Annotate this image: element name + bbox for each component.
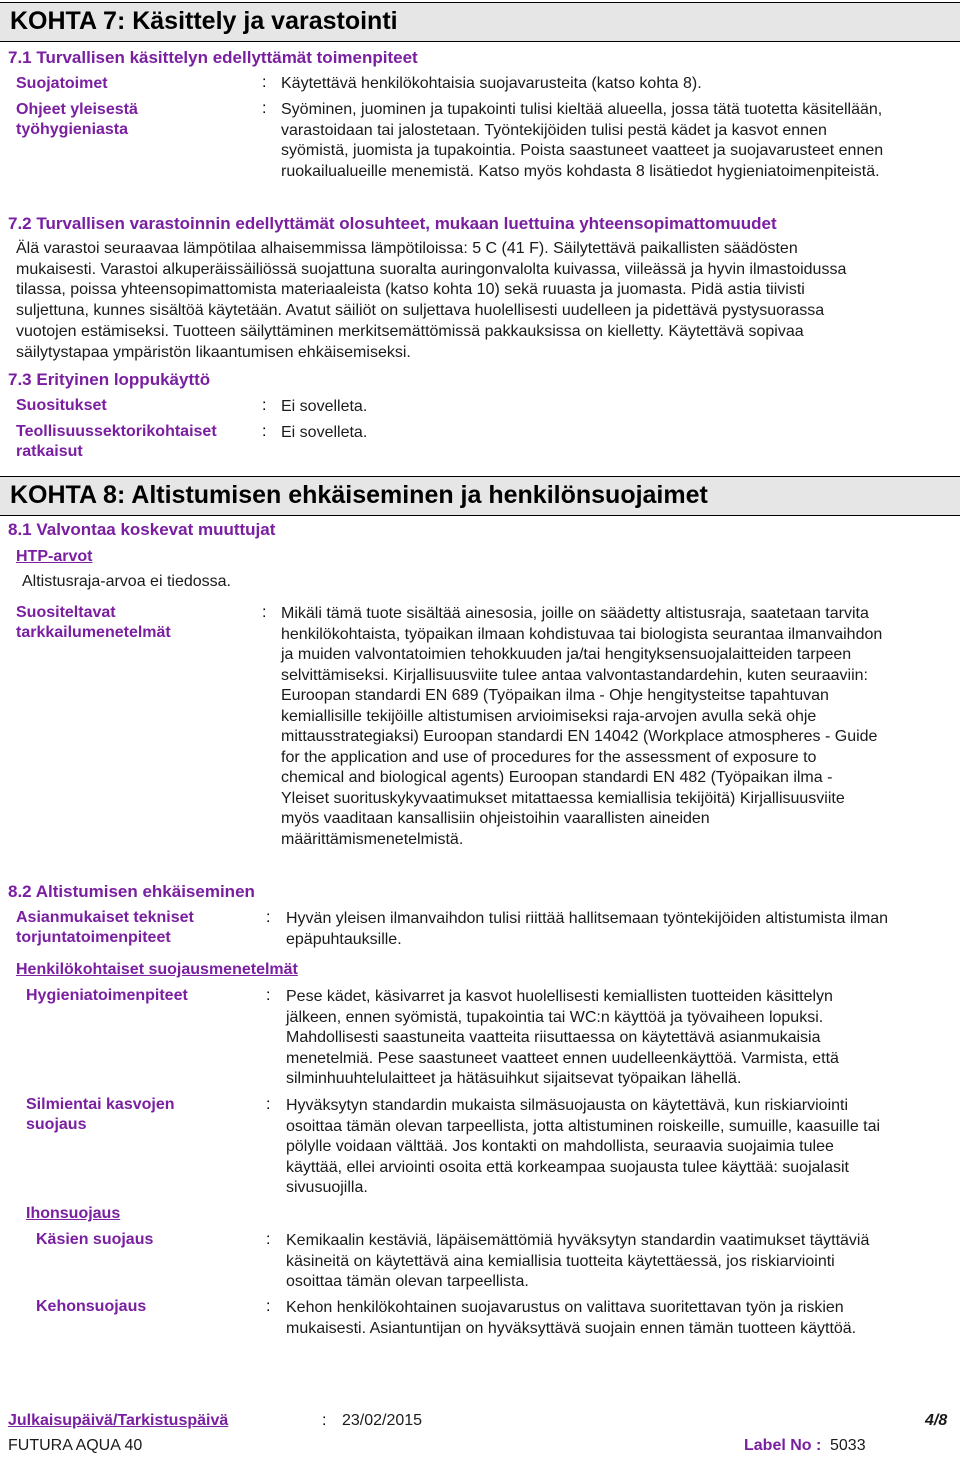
footer-date-label: Julkaisupäivä/Tarkistuspäivä bbox=[8, 1412, 229, 1429]
hygienia-label: Hygieniatoimenpiteet bbox=[26, 987, 188, 1004]
kasien-suojaus-label: Käsien suojaus bbox=[36, 1231, 154, 1248]
text-line: osoittaa tämän olevan tarpeellista. bbox=[286, 1273, 529, 1290]
text-line: Hyvän yleisen ilmanvaihdon tulisi riittää hallitsemaan työntekijöiden altistumista ilman bbox=[286, 910, 889, 927]
ohjeet-label bbox=[16, 100, 138, 140]
text-line: sivusuojilla. bbox=[286, 1179, 368, 1196]
colon: : bbox=[266, 1096, 271, 1113]
text-line: tilassa, poissa yhteensopimattomista materiaaleista (katso kohta 10) sekä ruuasta ja juomasta. Pidä astia tiivisti bbox=[16, 281, 805, 299]
silmat-text bbox=[286, 1096, 951, 1199]
ihonsuojaus-label: Ihonsuojaus bbox=[26, 1205, 121, 1222]
htp-value: Altistusraja-arvoa ei tiedossa. bbox=[22, 573, 231, 590]
colon: : bbox=[266, 987, 271, 1004]
text-line: ruokailualueille menemistä. Katso myös kohdasta 8 lisätiedot hygieniatoimenpiteistä. bbox=[281, 162, 880, 180]
silmat-label bbox=[26, 1095, 175, 1135]
suositukset-label: Suositukset bbox=[16, 397, 107, 414]
text-line: Älä varastoi seuraavaa lämpötilaa alhaisemmissa lämpötiloissa: 5 C (41 F). Säilytettävä paikallisten säädösten bbox=[16, 240, 798, 257]
text-line: selvittämiseksi. Kirjallisuusviite tulee antaa valvontastandardehin, kuten seuraaviin: bbox=[281, 666, 868, 684]
text-line: vuotojen estämiseksi. Tuotteen säilyttäminen merkitsemättömissä pakkauksissa on kielletty. Käytettävä sopivaa bbox=[16, 322, 804, 340]
text-line: käsineitä on käytettävä aina kemiallisia tuotteita käytettäessä, jos riskiarviointi bbox=[286, 1252, 835, 1270]
htp-label: HTP-arvot bbox=[16, 548, 93, 565]
section-7-title: KOHTA 7: Käsittely ja varastointi bbox=[10, 7, 398, 35]
text-line: Kemikaalin kestäviä, läpäisemättömiä hyväksytyn standardin vaatimukset täyttäviä bbox=[286, 1232, 870, 1249]
section-8-header bbox=[0, 476, 960, 516]
text-line: chemical and biological agents) Euroopan standardi EN 482 (Työpaikan ilma - bbox=[281, 769, 833, 786]
text-line: syömistä, juomista ja tupakointia. Poista saastuneet vaatteet ja suojavarusteet ennen bbox=[281, 142, 884, 159]
colon: : bbox=[262, 397, 267, 414]
suositukset-value: Ei sovelleta. bbox=[281, 398, 368, 415]
kasien-suojaus-text bbox=[286, 1231, 951, 1293]
kehonsuojaus-text bbox=[286, 1298, 951, 1339]
colon: : bbox=[262, 604, 267, 621]
colon: : bbox=[266, 1298, 271, 1315]
section-7-1-heading: 7.1 Turvallisen käsittelyn edellyttämät toimenpiteet bbox=[8, 48, 418, 67]
section-7-2-heading: 7.2 Turvallisen varastoinnin edellyttämät olosuhteet, mukaan luettuina yhteensopimattomuudet bbox=[8, 214, 777, 233]
teollisuus-label-line: ratkaisut bbox=[16, 443, 83, 460]
text-line: varastoidaan tai jalostetaan. Työntekijöiden tulisi pestä kädet ja kasvot ennen bbox=[281, 121, 827, 139]
text-line: mukaisesti. Varastoi alkuperäissäiliössä suojattuna suoralta auringonvalolta kuivassa, viileässä ja hyvin ilmastoidussa bbox=[16, 260, 847, 278]
section-7-header bbox=[0, 2, 960, 42]
text-line: Euroopan standardi EN 689 (Työpaikan ilma - Ohje hengitysteitse tapahtuvan bbox=[281, 687, 829, 704]
seuranta-text bbox=[281, 604, 951, 850]
seuranta-label-line: Suositeltavat bbox=[16, 604, 116, 621]
text-line: Yleiset suorituskykyvaatimukset mitattaessa kemiallisia tekijöitä) Kirjallisuusviite bbox=[281, 789, 845, 807]
text-line: myös vaaditaan kansallisiin ohjeistoihin vaarallisten aineiden bbox=[281, 810, 710, 827]
footer-product-name: FUTURA AQUA 40 bbox=[8, 1437, 143, 1454]
footer-label-no-label: Label No : bbox=[744, 1437, 822, 1454]
section-7-2-text bbox=[16, 239, 956, 363]
section-8-2-heading: 8.2 Altistumisen ehkäiseminen bbox=[8, 882, 255, 901]
footer-date-value: 23/02/2015 bbox=[342, 1412, 423, 1429]
henkilokohtaiset-label: Henkilökohtaiset suojausmenetelmät bbox=[16, 961, 298, 978]
colon: : bbox=[266, 909, 271, 926]
text-line: Syöminen, juominen ja tupakointi tulisi kieltää alueella, jossa tätä tuotetta käsitellään, bbox=[281, 101, 883, 118]
text-line: kemiallisille tekijöille altistumisen arvioimiseksi raja-arvojen avulla sekä ohje bbox=[281, 707, 817, 725]
colon: : bbox=[262, 100, 267, 117]
text-line: silminhuuhtelulaitteet ja hätäsuihkut sijaitsevat työpaikan lähellä. bbox=[286, 1070, 742, 1087]
footer-page-number: 4/8 bbox=[925, 1412, 948, 1429]
silmat-label-line: suojaus bbox=[26, 1116, 87, 1133]
seuranta-label-line: tarkkailumenetelmät bbox=[16, 624, 171, 641]
section-7-3-heading: 7.3 Erityinen loppukäyttö bbox=[8, 370, 211, 389]
text-line: säilytystapaa ympäristön likaantumisen ehkäisemiseksi. bbox=[16, 343, 411, 361]
suojatoimet-value: Käytettävä henkilökohtaisia suojavarusteita (katso kohta 8). bbox=[281, 75, 702, 92]
hygienia-text bbox=[286, 987, 951, 1090]
text-line: Mahdollisesti saastuneita vaatteita riisuttaessa on käytettävä asianmukaisia bbox=[286, 1029, 821, 1046]
text-line: jälkeen, ennen syömistä, tupakointia tai WC:n käyttöä ja työvaiheen lopuksi. bbox=[286, 1008, 824, 1026]
section-8-1-heading: 8.1 Valvontaa koskevat muuttujat bbox=[8, 520, 276, 539]
kehonsuojaus-label: Kehonsuojaus bbox=[36, 1298, 147, 1315]
text-line: käyttää, ellei arviointi osoita että korkeampaa suojausta tulee käyttää: suojalasit bbox=[286, 1158, 849, 1176]
footer-colon: : bbox=[322, 1412, 327, 1429]
tekniset-label-line: torjuntatoimenpiteet bbox=[16, 929, 171, 946]
text-line: osoittaa tämän olevan tarpeellista, jotta altistuminen roiskeille, sumuille, kaasuille tai bbox=[286, 1117, 881, 1135]
suojatoimet-label: Suojatoimet bbox=[16, 75, 108, 92]
tekniset-label-line: Asianmukaiset tekniset bbox=[16, 909, 194, 926]
teollisuus-label-line: Teollisuussektorikohtaiset bbox=[16, 423, 217, 440]
colon: : bbox=[266, 1231, 271, 1248]
teollisuus-value: Ei sovelleta. bbox=[281, 424, 368, 441]
text-line: pölylle voidaan välttää. Jos kontakti on mahdollista, seuraavia suojaimia tulee bbox=[286, 1138, 834, 1155]
text-line: epäpuhtauksille. bbox=[286, 930, 402, 948]
ohjeet-label-line: työhygieniasta bbox=[16, 121, 129, 138]
colon: : bbox=[262, 423, 267, 440]
text-line: for the application and use of procedures for the assessment of exposure to bbox=[281, 748, 817, 766]
text-line: Pese kädet, käsivarret ja kasvot huolellisesti kemiallisten tuotteiden käsittelyn bbox=[286, 988, 833, 1005]
text-line: henkilökohtaista, työpaikan ilmaan kohdistuvaa tai biologista seurantaa ilmanvaihdon bbox=[281, 625, 883, 643]
seuranta-label bbox=[16, 603, 171, 643]
teollisuus-label bbox=[16, 422, 217, 462]
ohjeet-text bbox=[281, 100, 951, 182]
text-line: määrittämismenetelmistä. bbox=[281, 830, 464, 848]
tekniset-label bbox=[16, 908, 194, 948]
text-line: Hyväksytyn standardin mukaista silmäsuojausta on käytettävä, kun riskiarviointi bbox=[286, 1097, 849, 1114]
text-line: mittausstrategiaksi) Euroopan standardi EN 14042 (Workplace atmospheres - Guide bbox=[281, 728, 878, 745]
text-line: Mikäli tämä tuote sisältää ainesosia, joille on säädetty altistusraja, saatetaan tarvita bbox=[281, 605, 869, 622]
footer-label-no-value: 5033 bbox=[830, 1437, 866, 1454]
colon: : bbox=[262, 74, 267, 91]
section-8-title: KOHTA 8: Altistumisen ehkäiseminen ja henkilönsuojaimet bbox=[10, 481, 708, 509]
text-line: Kehon henkilökohtainen suojavarustus on valittava suoritettavan työn ja riskien bbox=[286, 1299, 844, 1316]
ohjeet-label-line: Ohjeet yleisestä bbox=[16, 101, 138, 118]
text-line: mukaisesti. Asiantuntijan on hyväksyttävä suojain ennen tämän tuotteen käyttöä. bbox=[286, 1319, 857, 1337]
tekniset-text bbox=[286, 909, 951, 950]
text-line: menetelmiä. Pese saastuneet vaatteet ennen uudelleenkäyttöä. Varmista, että bbox=[286, 1049, 839, 1067]
text-line: ja muiden valvontatoimien tehokkuuden ja/tai hengityksensuojalaitteiden tarpeen bbox=[281, 646, 852, 663]
silmat-label-line: Silmientai kasvojen bbox=[26, 1096, 175, 1113]
text-line: suljettuna, kunnes sisältöä käytetään. Avatut säiliöt on suljettava huolellisesti uudelleen ja pidettävä pystysuorassa bbox=[16, 302, 825, 320]
